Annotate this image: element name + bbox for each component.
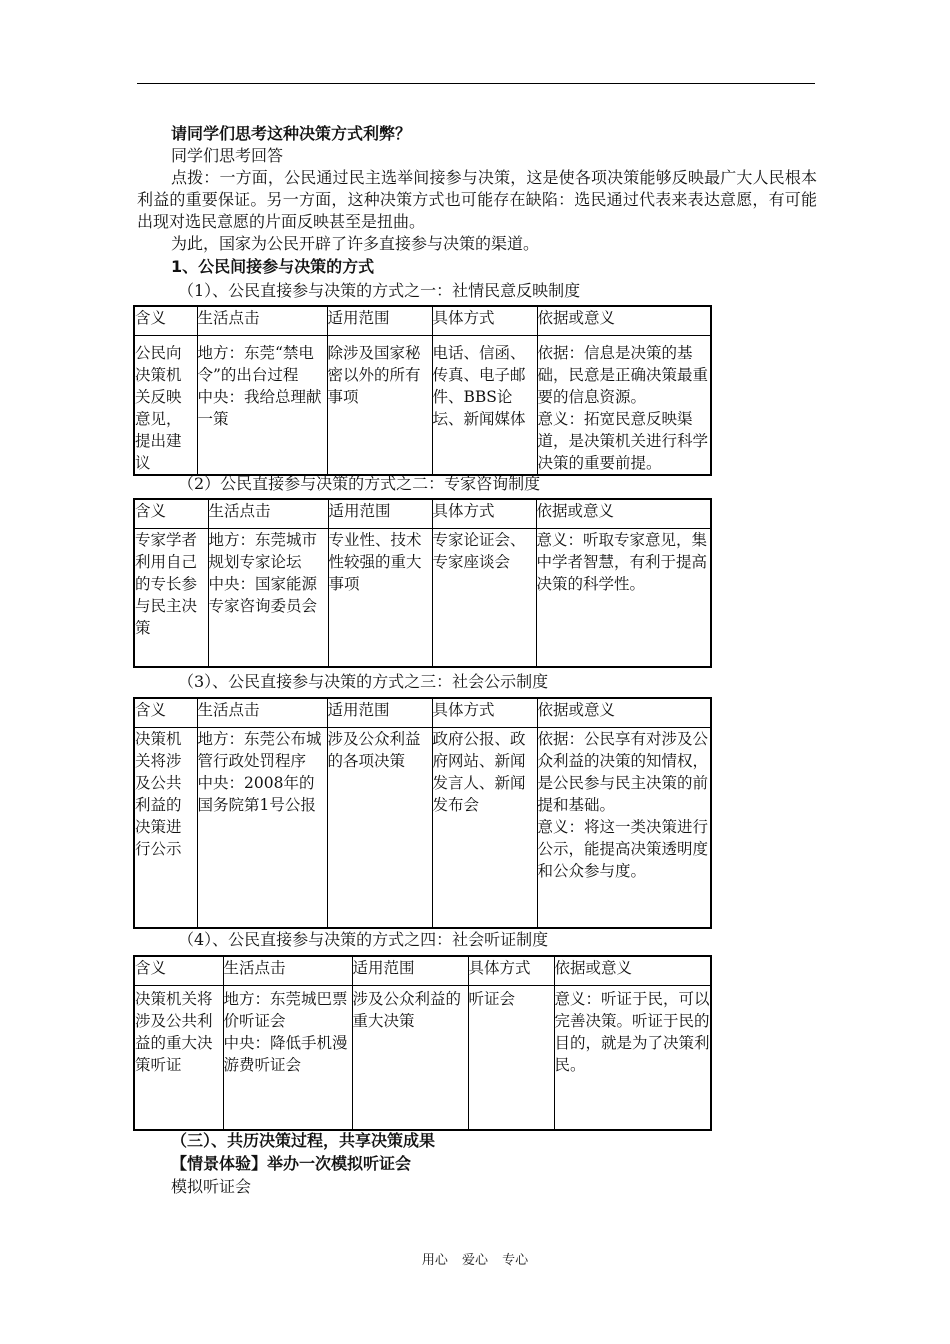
channels-text: 为此，国家为公民开辟了许多直接参与决策的渠道。: [171, 234, 540, 253]
basis-cell: 意义：听取专家意见，集中学者智慧，有利于提高决策的科学性。: [536, 529, 711, 667]
header-cell: 具体方式: [432, 698, 537, 728]
answer-prompt: 同学们思考回答: [171, 146, 284, 165]
decision-table: [133, 305, 712, 476]
example-cell: 地方：东莞公布城管行政处罚程序 中央：2008年的国务院第1号公报: [197, 728, 327, 928]
table-caption: （4）、公民直接参与决策的方式之四：社会听证制度: [178, 930, 549, 949]
header-cell: 适用范围: [328, 499, 432, 529]
example-cell: 地方：东莞“禁电令”的出台过程 中央：我给总理献一策: [197, 336, 327, 476]
method-cell: 听证会: [468, 986, 554, 1130]
header-cell: 依据或意义: [536, 499, 711, 529]
decision-table: [133, 955, 712, 1131]
header-cell: 适用范围: [352, 956, 468, 986]
header-rule: [137, 83, 815, 84]
header-cell: 具体方式: [432, 306, 537, 336]
scope-cell: 专业性、技术性较强的重大事项: [328, 529, 432, 667]
method-cell: 电话、信函、传真、电子邮件、BBS论坛、新闻媒体: [432, 336, 537, 476]
scenario-heading: 【情景体验】举办一次模拟听证会: [171, 1154, 412, 1173]
meaning-cell: 专家学者利用自己的专长参与民主决策: [134, 529, 208, 667]
method-cell: 政府公报、政府网站、新闻发言人、新闻发布会: [432, 728, 537, 928]
header-cell: 生活点击: [223, 956, 352, 986]
header-cell: 生活点击: [208, 499, 328, 529]
explanation-paragraph: 点拨：一方面，公民通过民主选举间接参与决策，这是使各项决策能够反映最广大人民根本利益的重要保证。另一方面，这种决策方式也可能存在缺陷：选民通过代表来表达意愿，有可能出现对选民意愿的片面反映甚至是扭曲。: [137, 168, 817, 231]
scope-cell: 涉及公众利益的各项决策: [327, 728, 432, 928]
decision-table: [133, 498, 712, 668]
header-cell: 具体方式: [468, 956, 554, 986]
example-cell: 地方：东莞城市规划专家论坛 中央：国家能源专家咨询委员会: [208, 529, 328, 667]
header-cell: 适用范围: [327, 698, 432, 728]
basis-cell: 依据：信息是决策的基础，民意是正确决策最重要的信息资源。 意义：拓宽民意反映渠道，是决策机关进行科学决策的重要前提。: [537, 336, 711, 476]
activity-text: 模拟听证会: [171, 1177, 252, 1196]
basis-cell: 依据：公民享有对涉及公众利益的决策的知情权，是公民参与民主决策的前提和基础。 意义：将这一类决策进行公示，能提高决策透明度和公众参与度。: [537, 728, 711, 928]
decision-table: [133, 697, 712, 929]
meaning-cell: 决策机关将涉及公共利益的重大决策听证: [134, 986, 223, 1130]
table-caption: （2）公民直接参与决策的方式之二：专家咨询制度: [178, 474, 541, 493]
meaning-cell: 决策机关将涉及公共利益的决策进行公示: [134, 728, 197, 928]
header-cell: 依据或意义: [554, 956, 711, 986]
scope-cell: 除涉及国家秘密以外的所有事项: [327, 336, 432, 476]
header-cell: 含义: [134, 499, 208, 529]
header-cell: 生活点击: [197, 698, 327, 728]
example-cell: 地方：东莞城巴票价听证会 中央：降低手机漫游费听证会: [223, 986, 352, 1130]
question-heading: 请同学们思考这种决策方式利弊？: [171, 124, 412, 143]
table-caption: （1）、公民直接参与决策的方式之一：社情民意反映制度: [178, 281, 581, 300]
scope-cell: 涉及公众利益的重大决策: [352, 986, 468, 1130]
header-cell: 依据或意义: [537, 306, 711, 336]
header-cell: 适用范围: [327, 306, 432, 336]
header-cell: 具体方式: [432, 499, 536, 529]
table-caption: （3）、公民直接参与决策的方式之三：社会公示制度: [178, 672, 549, 691]
page-footer: 用心 爱心 专心: [421, 1253, 529, 1268]
header-cell: 含义: [134, 956, 223, 986]
basis-cell: 意义：听证于民，可以完善决策。听证于民的目的，就是为了决策利民。: [554, 986, 711, 1130]
header-cell: 含义: [134, 306, 197, 336]
header-cell: 生活点击: [197, 306, 327, 336]
section-heading: 1、公民间接参与决策的方式: [171, 257, 375, 276]
header-cell: 依据或意义: [537, 698, 711, 728]
subsection-heading: （三）、共历决策过程，共享决策成果: [171, 1131, 436, 1150]
header-cell: 含义: [134, 698, 197, 728]
method-cell: 专家论证会、专家座谈会: [432, 529, 536, 667]
meaning-cell: 公民向决策机关反映意见，提出建议: [134, 336, 197, 476]
